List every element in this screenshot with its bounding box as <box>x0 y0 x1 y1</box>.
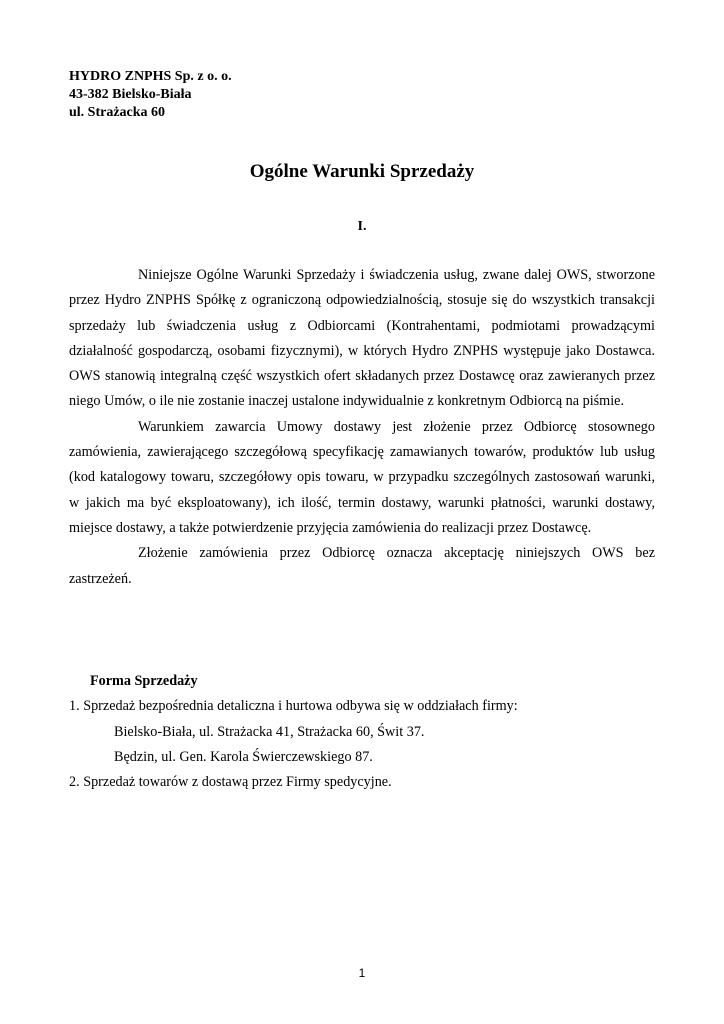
forma-heading: Forma Sprzedaży <box>90 673 198 689</box>
page-number: 1 <box>358 966 366 980</box>
paragraph-order-conditions: Warunkiem zawarcia Umowy dostawy jest złożenie przez Odbiorcę stosownego zamówienia, zawierającego szczegółową specyfikację zamawianych towarów, produktów lub usług (kod katalogowy towaru, szczegółowy opis towaru, w przypadku szczególnych zastosowań warunki, w jakich ma być eksploatowany), ich ilość, termin dostawy, warunki płatności, warunki dostawy, miejsce dostawy, a także potwierdzenie przyjęcia zamówienia do realizacji przez Dostawcę. <box>69 418 655 536</box>
company-city: 43-382 Bielsko-Biała <box>69 87 192 102</box>
forma-sprzedazy-section <box>69 669 669 795</box>
forma-location-bielsko: Bielsko-Biała, ul. Strażacka 41, Strażacka 60, Świt 37. <box>114 723 425 740</box>
paragraph-ows-scope: Niniejsze Ogólne Warunki Sprzedaży i świadczenia usług, zwane dalej OWS, stworzone przez Hydro ZNPHS Spółkę z ograniczoną odpowiedzialnością, stosuje się do wszystkich transakcji sprzedaży lub świadczenia usług z Odbiorcami (Kontrahentami, podmiotami prowadzącymi działalność gospodarczą, osobami fizycznymi), w których Hydro ZNPHS występuje jako Dostawca. OWS stanowią integralną część wszystkich ofert składanych przez Dostawcę oraz zawieranych przez niego Umów, o ile nie zostanie inaczej ustalone indywidualnie z konkretnym Odbiorcą na piśmie. <box>69 267 655 410</box>
paragraph-acceptance: Złożenie zamówienia przez Odbiorcę oznacza akceptację niniejszych OWS bez zastrzeżeń. <box>69 545 655 587</box>
company-street: ul. Strażacka 60 <box>69 105 166 120</box>
body-text <box>69 263 655 592</box>
forma-item-2: 2. Sprzedaż towarów z dostawą przez Firmy spedycyjne. <box>69 774 392 791</box>
company-header <box>69 68 232 122</box>
forma-location-bedzin: Będzin, ul. Gen. Karola Świerczewskiego 87. <box>114 748 373 765</box>
section-number: I. <box>357 219 367 234</box>
company-name: HYDRO ZNPHS Sp. z o. o. <box>69 69 232 84</box>
document-title: Ogólne Warunki Sprzedaży <box>249 161 475 182</box>
forma-item-1: 1. Sprzedaż bezpośrednia detaliczna i hurtowa odbywa się w oddziałach firmy: <box>69 698 518 715</box>
